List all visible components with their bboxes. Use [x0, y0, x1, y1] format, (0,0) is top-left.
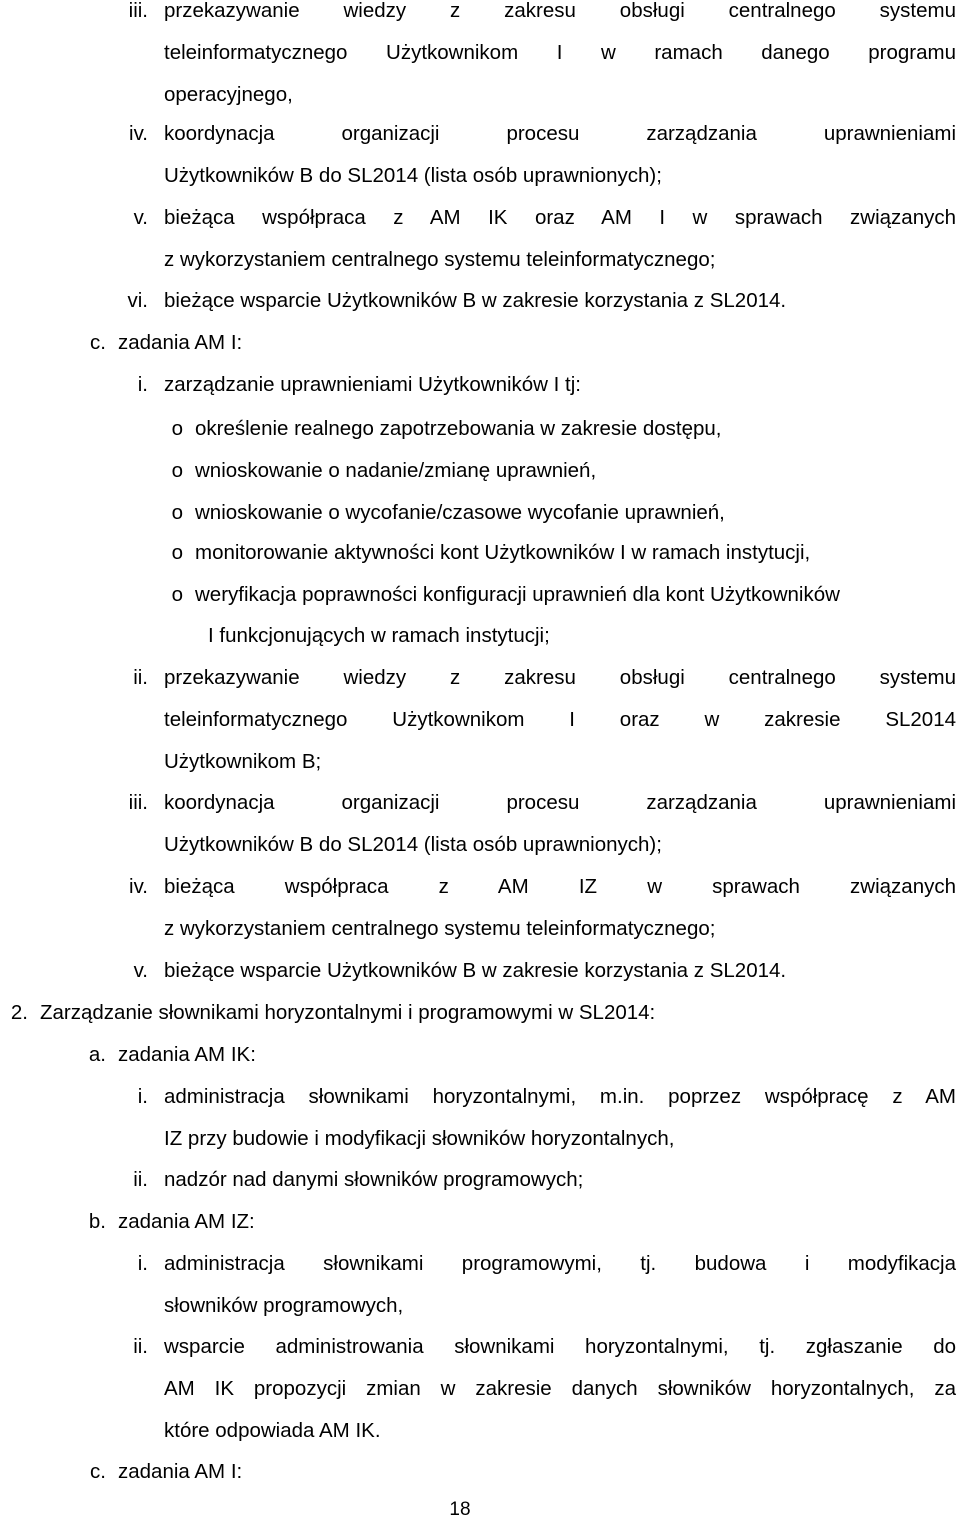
bullet-item [0, 408, 956, 450]
section-marker: b. [88, 1210, 106, 1233]
bullet-text: I funkcjonujących w ramach instytucji; [208, 624, 550, 647]
list-item-iii [0, 782, 956, 866]
list-item-iv [0, 866, 956, 950]
list-item-i [0, 364, 956, 406]
list-item-text: bieżąca współpraca z AM IK oraz AM I w sprawach związanych z wykorzystaniem centralnego systemu teleinformatycznego; [164, 206, 956, 271]
section-marker: c. [90, 331, 106, 354]
list-item-vi [0, 280, 956, 322]
bullet-text: monitorowanie aktywności kont Użytkowników I w ramach instytucji, [195, 541, 811, 564]
list-marker: iii. [128, 0, 148, 22]
list-item-text: administracja słownikami programowymi, tj. budowa i modyfikacja słowników programowych, [164, 1252, 956, 1317]
list-item-iii [0, 0, 956, 116]
bullet-item [0, 574, 956, 616]
list-marker: i. [137, 1252, 148, 1275]
list-marker: i. [137, 373, 148, 396]
section-heading-b [0, 1201, 956, 1243]
list-item-text: koordynacja organizacji procesu zarządzania uprawnieniami Użytkowników B do SL2014 (lista osób uprawnionych); [164, 791, 956, 856]
bullet-marker: o [171, 541, 183, 564]
bullet-continuation [208, 615, 956, 657]
list-item-text: przekazywanie wiedzy z zakresu obsługi centralnego systemu teleinformatycznego Użytkownikom I w ramach danego programu operacyjnego, [164, 0, 956, 106]
bullet-marker: o [171, 459, 183, 482]
list-item-i [0, 1076, 956, 1160]
list-marker: ii. [133, 1168, 148, 1191]
list-item-text: bieżące wsparcie Użytkowników B w zakresie korzystania z SL2014. [164, 959, 787, 982]
list-item-iv [0, 113, 956, 197]
list-marker: i. [137, 1085, 148, 1108]
list-marker: v. [133, 959, 148, 982]
section-heading-2 [0, 992, 956, 1034]
section-heading-c [0, 1451, 956, 1493]
list-item-text: administracja słownikami horyzontalnymi, m.in. poprzez współpracę z AM IZ przy budowie i modyfikacji słowników horyzontalnych, [164, 1085, 956, 1150]
section-heading-a [0, 1034, 956, 1076]
bullet-marker: o [171, 583, 183, 606]
bullet-text: weryfikacja poprawności konfiguracji uprawnień dla kont Użytkowników [195, 583, 840, 606]
bullet-marker: o [171, 501, 183, 524]
list-marker: vi. [127, 289, 148, 312]
section-heading-text: zadania AM IZ: [118, 1210, 255, 1233]
section-heading-text: zadania AM I: [118, 1460, 243, 1483]
list-marker: iv. [129, 875, 148, 898]
section-marker: 2. [10, 1001, 28, 1024]
list-item-text: bieżąca współpraca z AM IZ w sprawach związanych z wykorzystaniem centralnego systemu teleinformatycznego; [164, 875, 956, 940]
section-heading-text: zadania AM IK: [118, 1043, 256, 1066]
bullet-text: określenie realnego zapotrzebowania w zakresie dostępu, [195, 417, 722, 440]
section-heading-text: Zarządzanie słownikami horyzontalnymi i programowymi w SL2014: [40, 1001, 656, 1024]
list-item-text: koordynacja organizacji procesu zarządzania uprawnieniami Użytkowników B do SL2014 (lista osób uprawnionych); [164, 122, 956, 187]
list-item-text: zarządzanie uprawnieniami Użytkowników I tj: [164, 373, 582, 396]
list-item-v [0, 950, 956, 992]
list-item-ii [0, 1326, 956, 1452]
section-marker: c. [90, 1460, 106, 1483]
list-item-ii [0, 1159, 956, 1201]
list-marker: iii. [128, 791, 148, 814]
list-item-text: bieżące wsparcie Użytkowników B w zakresie korzystania z SL2014. [164, 289, 787, 312]
list-item-ii [0, 657, 956, 783]
list-item-text: nadzór nad danymi słowników programowych; [164, 1168, 584, 1191]
list-marker: v. [133, 206, 148, 229]
section-heading-text: zadania AM I: [118, 331, 243, 354]
list-marker: iv. [129, 122, 148, 145]
list-marker: ii. [133, 1335, 148, 1358]
list-item-text: wsparcie administrowania słownikami horyzontalnymi, tj. zgłaszanie do AM IK propozycji zmian w zakresie danych słowników horyzontalnych, za które odpowiada AM IK. [164, 1335, 956, 1442]
list-item-text: przekazywanie wiedzy z zakresu obsługi centralnego systemu teleinformatycznego Użytkownikom I oraz w zakresie SL2014 Użytkownikom B; [164, 666, 956, 773]
section-heading-c [0, 322, 956, 364]
bullet-item [0, 532, 956, 574]
list-item-v [0, 197, 956, 281]
bullet-marker: o [171, 417, 183, 440]
bullet-item [0, 450, 956, 492]
page-number: 18 [449, 1499, 471, 1520]
list-item-i [0, 1243, 956, 1327]
list-marker: ii. [133, 666, 148, 689]
bullet-text: wnioskowanie o nadanie/zmianę uprawnień, [195, 459, 597, 482]
bullet-item [0, 492, 956, 534]
section-marker: a. [88, 1043, 106, 1066]
bullet-text: wnioskowanie o wycofanie/czasowe wycofanie uprawnień, [195, 501, 725, 524]
